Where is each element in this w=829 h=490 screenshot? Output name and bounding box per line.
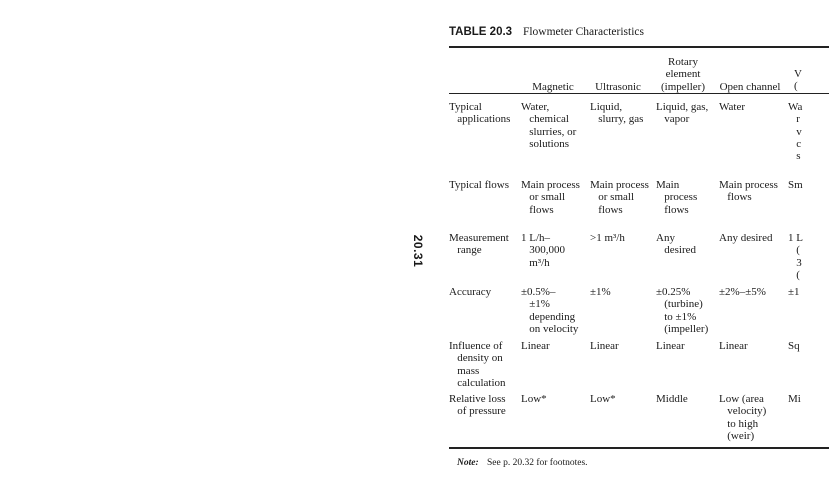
table-caption: [449, 26, 644, 38]
row-label-typical-applications: Typical applications: [449, 101, 511, 126]
row-label-measurement-range: Measurement range: [449, 232, 509, 257]
table-cell: Low (area velocity) to high (weir): [719, 393, 767, 442]
bottom-rule: [449, 447, 829, 449]
table-cell: Sq: [788, 340, 800, 352]
table-cell: Water: [719, 101, 745, 113]
table-cell: ±2%–±5%: [719, 286, 766, 298]
row-label-typical-flows: Typical flows: [449, 179, 510, 191]
table-cell: Water, chemical slurries, or solutions: [521, 101, 577, 150]
table-cell: ±1%: [590, 286, 611, 298]
table-cell: Any desired: [656, 232, 697, 257]
table-cell: Main process flows: [656, 179, 698, 216]
table-cell: Linear: [521, 340, 550, 352]
table-note: [457, 458, 588, 468]
top-rule: [449, 46, 829, 48]
table-cell: Mi: [788, 393, 801, 405]
table-cell: Liquid, gas, vapor: [656, 101, 709, 126]
column-header-rotary-element: Rotary element (impeller): [661, 56, 705, 93]
table-cell: Main process or small flows: [521, 179, 580, 216]
note-label: Note:: [457, 458, 479, 468]
column-header-magnetic: Magnetic: [532, 81, 574, 93]
table-title: Flowmeter Characteristics: [522, 26, 644, 38]
table-cell: Linear: [590, 340, 619, 352]
row-label-relative-loss-of-pressure: Relative loss of pressure: [449, 393, 506, 418]
table-cell: Low*: [521, 393, 547, 405]
table-cell: Sm: [788, 179, 803, 191]
row-label-accuracy: Accuracy: [449, 286, 492, 298]
table-cell: ±1: [788, 286, 800, 298]
row-label-influence-of-density: Influence of density on mass calculation: [449, 340, 506, 389]
column-header-ultrasonic: Ultrasonic: [595, 81, 641, 93]
table-cell: Main process flows: [719, 179, 778, 204]
table-cell: 1 L/h– 300,000 m³/h: [521, 232, 565, 269]
table-cell: Linear: [719, 340, 748, 352]
table-cell: Low*: [590, 393, 616, 405]
column-header-truncated: V (: [794, 68, 802, 93]
table-cell: ±0.5%– ±1% depending on velocity: [521, 286, 579, 335]
table-cell: ±0.25% (turbine) to ±1% (impeller): [656, 286, 709, 335]
table-cell: Liquid, slurry, gas: [590, 101, 644, 126]
table-cell: >1 m³/h: [590, 232, 625, 244]
column-header-open-channel: Open channel: [719, 81, 781, 93]
table-cell: Main process or small flows: [590, 179, 649, 216]
table-cell: Linear: [656, 340, 685, 352]
note-text: See p. 20.32 for footnotes.: [487, 458, 588, 468]
table-cell: Any desired: [719, 232, 773, 244]
page-number: 20.31: [411, 234, 425, 268]
table-number: TABLE 20.3: [449, 26, 513, 38]
table-cell: 1 L ( 3 (: [788, 232, 803, 281]
table-cell: Wa r v c s: [788, 101, 803, 163]
table-cell: Middle: [656, 393, 688, 405]
